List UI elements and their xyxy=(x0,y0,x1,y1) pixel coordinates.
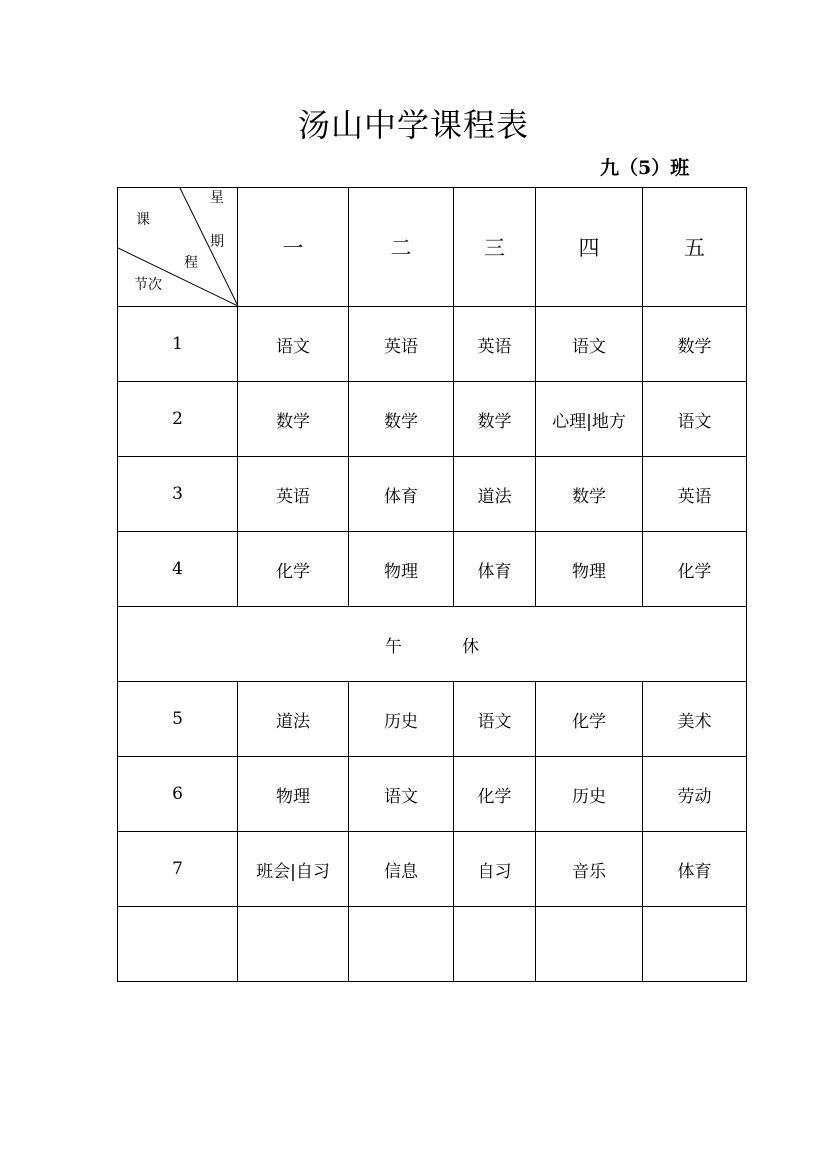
course-cell: 音乐 xyxy=(536,832,643,907)
class-name: 九（5）班 xyxy=(600,157,690,179)
course-cell: 数学 xyxy=(349,382,454,457)
period-number: 4 xyxy=(118,532,238,607)
course-cell: 语文 xyxy=(349,757,454,832)
course-cell: 劳动 xyxy=(643,757,747,832)
course-cell: 道法 xyxy=(454,457,536,532)
day-header: 二 xyxy=(349,188,454,307)
course-cell: 数学 xyxy=(238,382,349,457)
course-cell: 化学 xyxy=(454,757,536,832)
period-number: 2 xyxy=(118,382,238,457)
page-title: 汤山中学课程表 xyxy=(297,106,529,144)
schedule-table xyxy=(117,187,747,982)
header-row xyxy=(118,188,747,307)
lunch-break-cell xyxy=(118,607,747,682)
table-row xyxy=(118,757,747,832)
course-cell: 体育 xyxy=(643,832,747,907)
corner-label-qi: 期 xyxy=(210,234,224,250)
course-cell: 英语 xyxy=(349,307,454,382)
course-cell: 心理|地方 xyxy=(536,382,643,457)
empty-cell xyxy=(118,907,238,982)
corner-label-jieci: 节次 xyxy=(134,277,162,293)
lunch-label-part1: 午 xyxy=(385,636,402,657)
course-cell: 数学 xyxy=(536,457,643,532)
course-cell: 英语 xyxy=(238,457,349,532)
course-cell: 历史 xyxy=(536,757,643,832)
empty-cell xyxy=(454,907,536,982)
course-cell: 体育 xyxy=(349,457,454,532)
lunch-row xyxy=(118,607,747,682)
course-cell: 体育 xyxy=(454,532,536,607)
table-row xyxy=(118,832,747,907)
course-cell: 物理 xyxy=(238,757,349,832)
table-row xyxy=(118,457,747,532)
period-number: 1 xyxy=(118,307,238,382)
course-cell: 英语 xyxy=(643,457,747,532)
course-cell: 信息 xyxy=(349,832,454,907)
table-row xyxy=(118,307,747,382)
table-row xyxy=(118,382,747,457)
course-cell: 数学 xyxy=(454,382,536,457)
period-number: 7 xyxy=(118,832,238,907)
course-cell: 语文 xyxy=(536,307,643,382)
table-row xyxy=(118,532,747,607)
course-cell: 语文 xyxy=(643,382,747,457)
course-cell: 数学 xyxy=(643,307,747,382)
period-number: 5 xyxy=(118,682,238,757)
course-cell: 物理 xyxy=(536,532,643,607)
table-row xyxy=(118,682,747,757)
course-cell: 化学 xyxy=(536,682,643,757)
course-cell: 道法 xyxy=(238,682,349,757)
lunch-label-part2: 休 xyxy=(462,636,479,657)
day-header: 三 xyxy=(454,188,536,307)
corner-label-ke: 课 xyxy=(136,212,150,228)
course-cell: 历史 xyxy=(349,682,454,757)
empty-cell xyxy=(238,907,349,982)
course-cell: 英语 xyxy=(454,307,536,382)
course-cell: 物理 xyxy=(349,532,454,607)
corner-line-top xyxy=(180,188,238,306)
corner-cell xyxy=(118,188,238,307)
empty-cell xyxy=(349,907,454,982)
corner-label-cheng: 程 xyxy=(184,255,198,271)
course-cell: 语文 xyxy=(454,682,536,757)
empty-cell xyxy=(536,907,643,982)
empty-cell xyxy=(643,907,747,982)
day-header: 四 xyxy=(536,188,643,307)
empty-row xyxy=(118,907,747,982)
day-header: 五 xyxy=(643,188,747,307)
period-number: 6 xyxy=(118,757,238,832)
corner-label-xing: 星 xyxy=(210,190,224,206)
course-cell: 班会|自习 xyxy=(238,832,349,907)
course-cell: 自习 xyxy=(454,832,536,907)
course-cell: 化学 xyxy=(643,532,747,607)
course-cell: 语文 xyxy=(238,307,349,382)
course-cell: 美术 xyxy=(643,682,747,757)
course-cell: 化学 xyxy=(238,532,349,607)
period-number: 3 xyxy=(118,457,238,532)
day-header: 一 xyxy=(238,188,349,307)
